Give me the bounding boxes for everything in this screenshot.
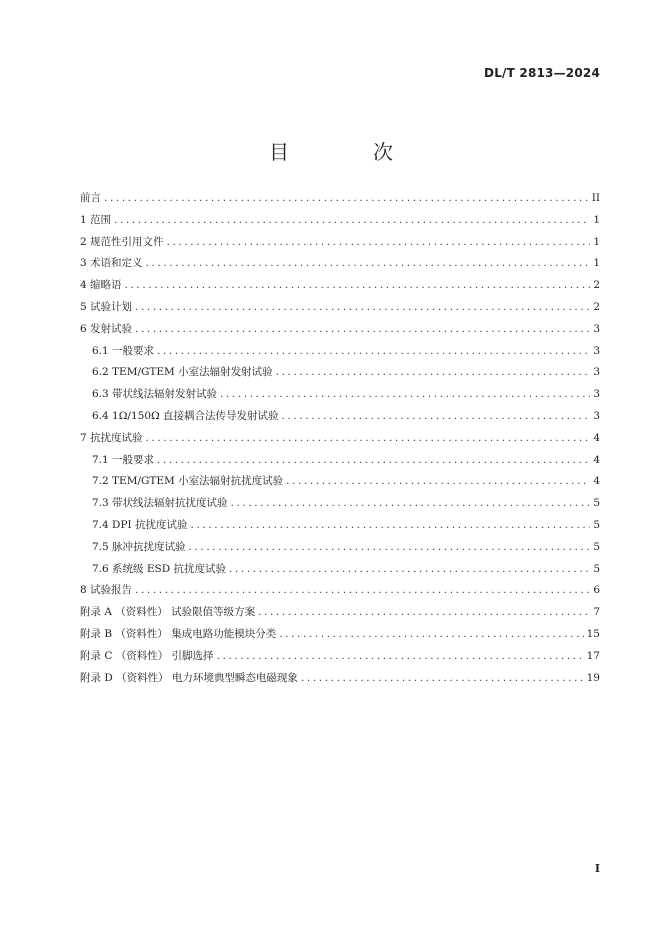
toc-entry-page: 4: [593, 453, 600, 466]
toc-entry-page: 5: [593, 497, 600, 510]
toc-entry[interactable]: [80, 539, 600, 561]
toc-leader-dots: [114, 214, 590, 226]
toc-entry[interactable]: [80, 517, 600, 539]
toc-entry-label: 7.1 一般要求: [92, 453, 155, 466]
toc-leader-dots: [125, 279, 591, 291]
toc-entry-label: 2 规范性引用文件: [80, 235, 164, 248]
toc-leader-dots: [189, 541, 591, 553]
document-code: DL/T 2813—2024: [484, 66, 600, 80]
toc-entry-label: 6.4 1Ω/150Ω 直接耦合法传导发射试验: [92, 409, 279, 422]
toc-entry-page: 4: [593, 475, 600, 488]
toc-entry[interactable]: [80, 408, 600, 430]
toc-entry-label: 7 抗扰度试验: [80, 431, 143, 444]
toc-entry-label: 附录 A （资料性） 试验限值等级方案: [80, 606, 256, 619]
toc-entry[interactable]: [80, 495, 600, 517]
toc-entry[interactable]: [80, 386, 600, 408]
toc-leader-dots: [191, 519, 591, 531]
toc-leader-dots: [217, 650, 584, 662]
toc-entry-label: 6.1 一般要求: [92, 344, 155, 357]
toc-leader-dots: [220, 388, 590, 400]
toc-entry-page: 1: [593, 235, 600, 248]
toc-entry[interactable]: [80, 473, 600, 495]
toc-entry[interactable]: [80, 670, 600, 692]
toc-leader-dots: [146, 257, 591, 269]
toc-entry-page: 5: [593, 518, 600, 531]
toc-leader-dots: [258, 606, 590, 618]
toc-entry[interactable]: [80, 321, 600, 343]
toc-entry-page: 3: [593, 344, 600, 357]
toc-entry[interactable]: [80, 190, 600, 212]
toc-entry[interactable]: [80, 452, 600, 474]
toc-entry-page: 3: [593, 409, 600, 422]
toc-entry-page: 19: [586, 671, 600, 684]
toc-entry-label: 6 发射试验: [80, 322, 133, 335]
toc-entry-label: 6.2 TEM/GTEM 小室法辐射发射试验: [92, 366, 273, 379]
toc-entry-label: 7.2 TEM/GTEM 小室法辐射抗扰度试验: [92, 475, 284, 488]
toc-leader-dots: [135, 301, 590, 313]
toc-entry[interactable]: [80, 626, 600, 648]
toc-entry[interactable]: [80, 604, 600, 626]
toc-entry[interactable]: [80, 582, 600, 604]
toc-entry-label: 7.6 系统级 ESD 抗扰度试验: [92, 562, 226, 575]
toc-entry-label: 附录 C （资料性） 引脚选择: [80, 649, 214, 662]
toc-entry-page: II: [591, 192, 600, 204]
toc-entry-page: 7: [593, 606, 600, 619]
toc-entry-label: 3 术语和定义: [80, 257, 143, 270]
toc-entry-page: 5: [593, 540, 600, 553]
toc-leader-dots: [167, 236, 591, 248]
toc-entry-page: 6: [593, 584, 600, 597]
toc-entry[interactable]: [80, 343, 600, 365]
page-number: I: [594, 862, 600, 875]
toc-entry[interactable]: [80, 430, 600, 452]
toc-entry-label: 7.4 DPI 抗扰度试验: [92, 518, 188, 531]
toc-entry-page: 2: [593, 279, 600, 292]
toc-entry-label: 4 缩略语: [80, 279, 122, 292]
table-of-contents: [80, 190, 600, 691]
toc-entry[interactable]: [80, 364, 600, 386]
toc-leader-dots: [301, 672, 584, 684]
toc-entry-page: 4: [593, 431, 600, 444]
toc-leader-dots: [146, 432, 591, 444]
toc-entry-label: 8 试验报告: [80, 584, 133, 597]
toc-entry-page: 1: [593, 257, 600, 270]
toc-entry-page: 15: [586, 627, 600, 640]
toc-leader-dots: [104, 192, 589, 204]
toc-leader-dots: [157, 454, 590, 466]
toc-entry-label: 7.3 带状线法辐射抗扰度试验: [92, 497, 228, 510]
toc-entry-label: 附录 B （资料性） 集成电路功能模块分类: [80, 627, 277, 640]
toc-leader-dots: [135, 584, 590, 596]
toc-entry-label: 5 试验计划: [80, 300, 133, 313]
toc-leader-dots: [276, 366, 591, 378]
toc-entry[interactable]: [80, 648, 600, 670]
toc-entry-label: 6.3 带状线法辐射发射试验: [92, 388, 218, 401]
toc-entry-page: 3: [593, 322, 600, 335]
toc-entry[interactable]: [80, 234, 600, 256]
toc-leader-dots: [286, 475, 590, 487]
toc-entry-page: 2: [593, 300, 600, 313]
toc-leader-dots: [279, 628, 583, 640]
toc-leader-dots: [282, 410, 591, 422]
toc-leader-dots: [229, 563, 590, 575]
toc-entry[interactable]: [80, 561, 600, 583]
toc-entry-label: 前言: [80, 192, 101, 204]
toc-entry-page: 5: [593, 562, 600, 575]
toc-entry-page: 17: [586, 649, 600, 662]
toc-entry[interactable]: [80, 255, 600, 277]
toc-entry[interactable]: [80, 212, 600, 234]
toc-leader-dots: [157, 345, 590, 357]
toc-leader-dots: [135, 323, 590, 335]
toc-entry-label: 附录 D （资料性） 电力环境典型瞬态电磁现象: [80, 671, 298, 684]
toc-entry[interactable]: [80, 277, 600, 299]
toc-entry-page: 3: [593, 366, 600, 379]
toc-entry-page: 3: [593, 388, 600, 401]
toc-entry-page: 1: [593, 213, 600, 226]
toc-entry[interactable]: [80, 299, 600, 321]
toc-entry-label: 7.5 脉冲抗扰度试验: [92, 540, 186, 553]
page-title: 目 次: [269, 140, 425, 164]
toc-leader-dots: [231, 497, 591, 509]
toc-entry-label: 1 范围: [80, 213, 112, 226]
